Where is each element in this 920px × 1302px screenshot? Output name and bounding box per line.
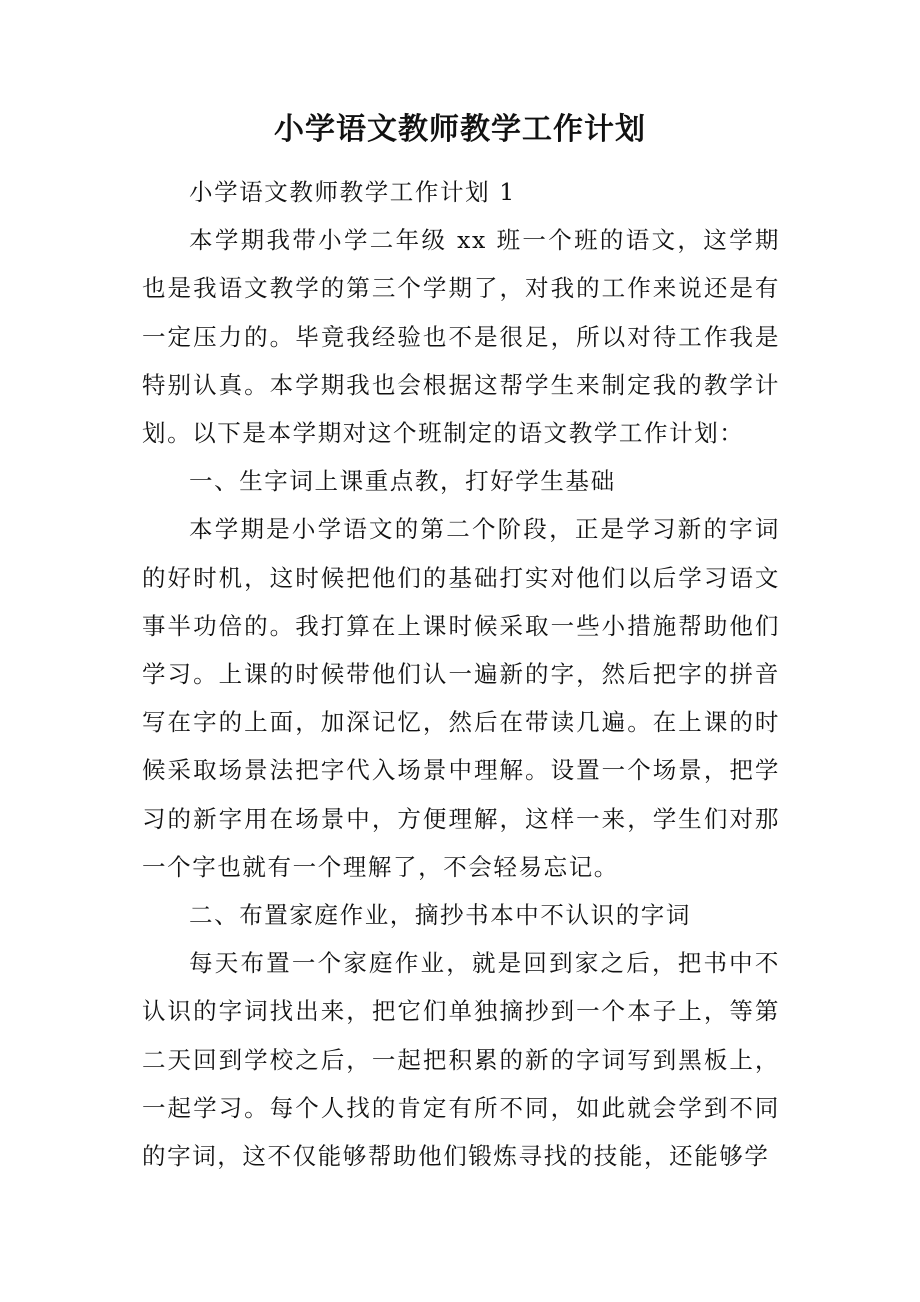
intro-paragraph: 本学期我带小学二年级 xx 班一个班的语文，这学期也是我语文教学的第三个学期了，对我的工作来说还是有一定压力的。毕竟我经验也不是很足，所以对待工作我是特别认真。本学期我也会根据这帮学生来制定我的教学计划。以下是本学期对这个班制定的语文教学工作计划： (142, 226, 780, 448)
subtitle-paragraph: 小学语文教师教学工作计划 1 (189, 178, 516, 206)
document-title: 小学语文教师教学工作计划 (274, 112, 646, 147)
section-2-paragraph: 每天布置一个家庭作业，就是回到家之后，把书中不认识的字词找出来，把它们单独摘抄到一个本子上，等第二天回到学校之后，一起把积累的新的字词写到黑板上，一起学习。每个人找的肯定有所不同，如此就会学到不同的字词，这不仅能够帮助他们锻炼寻找的技能，还能够学 (142, 949, 780, 1171)
section-heading-2: 二、布置家庭作业，摘抄书本中不认识的字词 (189, 901, 691, 930)
document-body (142, 168, 780, 1180)
section-1-paragraph: 本学期是小学语文的第二个阶段，正是学习新的字词的好时机，这时候把他们的基础打实对他们以后学习语文事半功倍的。我打算在上课时候采取一些小措施帮助他们学习。上课的时候带他们认一遍新的字，然后把字的拼音写在字的上面，加深记忆，然后在带读几遍。在上课的时候采取场景法把字代入场景中理解。设置一个场景，把学习的新字用在场景中，方便理解，这样一来，学生们对那一个字也就有一个理解了，不会轻易忘记。 (142, 515, 780, 881)
section-heading-1: 一、生字词上课重点教，打好学生基础 (189, 467, 616, 496)
